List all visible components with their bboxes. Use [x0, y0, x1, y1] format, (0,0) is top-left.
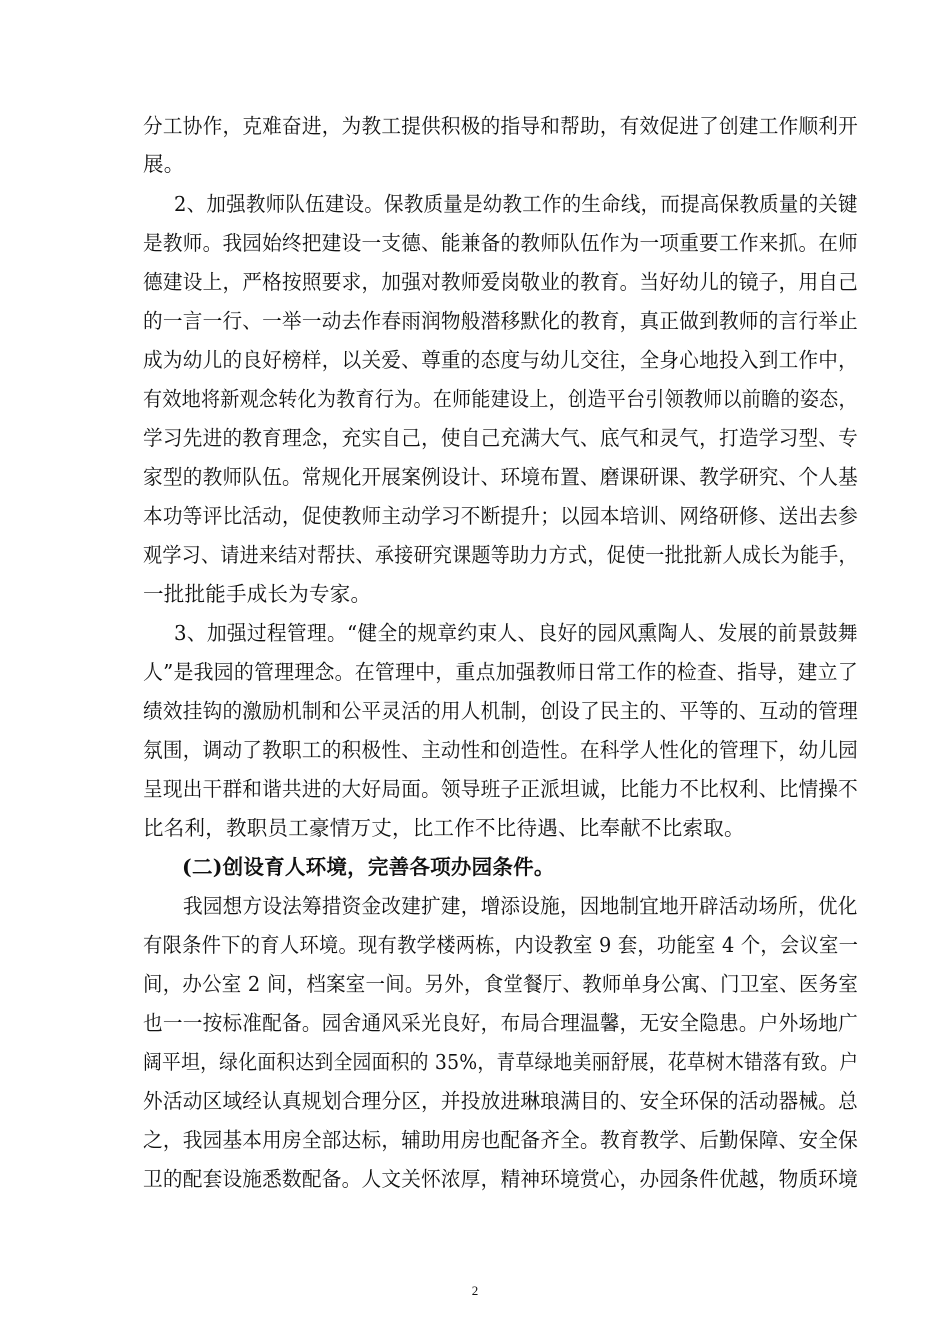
paragraph-line: 卫的配套设施悉数配备。人文关怀浓厚，精神环境赏心，办园条件优越，物质环境 [143, 1167, 859, 1191]
paragraph-line: 本功等评比活动，促使教师主动学习不断提升；以园本培训、网络研修、送出去参 [143, 504, 859, 528]
paragraph-line: 阔平坦，绿化面积达到全园面积的 35%，青草绿地美丽舒展，花草树木错落有致。户 [143, 1050, 859, 1074]
page-number: 2 [471, 1283, 479, 1298]
paragraph-line: 是教师。我园始终把建设一支德、能兼备的教师队伍作为一项重要工作来抓。在师 [143, 231, 859, 255]
paragraph-line: 的一言一行、一举一动去作春雨润物般潜移默化的教育，真正做到教师的言行举止 [143, 309, 859, 333]
paragraph-line: 之，我园基本用房全部达标，辅助用房也配备齐全。教育教学、后勤保障、安全保 [143, 1128, 859, 1152]
paragraph-line: 绩效挂钩的激励机制和公平灵活的用人机制，创设了民主的、平等的、互动的管理 [143, 699, 859, 723]
paragraph-line: 比名利，教职员工豪情万丈，比工作不比待遇、比奉献不比索取。 [143, 816, 745, 840]
paragraph-line: 成为幼儿的良好榜样，以关爱、尊重的态度与幼儿交往，全身心地投入到工作中， [143, 348, 859, 372]
paragraph-line: 呈现出干群和谐共进的大好局面。领导班子正派坦诚，比能力不比权利、比情操不 [143, 777, 859, 801]
section-heading: (二)创设育人环境，完善各项办园条件。 [182, 855, 555, 879]
paragraph-line: 有效地将新观念转化为教育行为。在师能建设上，创造平台引领教师以前瞻的姿态， [143, 387, 858, 411]
paragraph-line: 氛围，调动了教职工的积极性、主动性和创造性。在科学人性化的管理下，幼儿园 [143, 738, 859, 762]
paragraph-line: 3、加强过程管理。“健全的规章约束人、良好的园风熏陶人、发展的前景鼓舞 [174, 621, 858, 645]
paragraph-line: 观学习、请进来结对帮扶、承接研究课题等助力方式，促使一批批新人成长为能手， [143, 543, 858, 567]
paragraph-line: 家型的教师队伍。常规化开展案例设计、环境布置、磨课研课、教学研究、个人基 [143, 465, 859, 489]
paragraph-line: 2、加强教师队伍建设。保教质量是幼教工作的生命线，而提高保教质量的关键 [174, 192, 858, 216]
paragraph-line: 外活动区域经认真规划合理分区，并投放进琳琅满目的、安全环保的活动器械。总 [143, 1089, 859, 1113]
paragraph-line: 分工协作，克难奋进，为教工提供积极的指导和帮助，有效促进了创建工作顺利开 [143, 114, 859, 138]
paragraph-line: 一批批能手成长为专家。 [143, 582, 372, 606]
paragraph-line: 人”是我园的管理理念。在管理中，重点加强教师日常工作的检查、指导，建立了 [143, 660, 858, 684]
paragraph-line: 间，办公室 2 间，档案室一间。另外，食堂餐厅、教师单身公寓、门卫室、医务室 [143, 972, 859, 996]
paragraph-line: 德建设上，严格按照要求，加强对教师爱岗敬业的教育。当好幼儿的镜子，用自己 [143, 270, 859, 294]
paragraph-line: 有限条件下的育人环境。现有教学楼两栋，内设教室 9 套，功能室 4 个，会议室一 [143, 933, 859, 957]
paragraph-line: 我园想方设法筹措资金改建扩建，增添设施，因地制宜地开辟活动场所，优化 [183, 894, 858, 918]
paragraph-line: 展。 [143, 152, 185, 176]
paragraph-line: 学习先进的教育理念，充实自己，使自己充满大气、底气和灵气，打造学习型、专 [143, 426, 859, 450]
paragraph-line: 也一一按标准配备。园舍通风采光良好，布局合理温馨，无安全隐患。户外场地广 [143, 1011, 859, 1035]
